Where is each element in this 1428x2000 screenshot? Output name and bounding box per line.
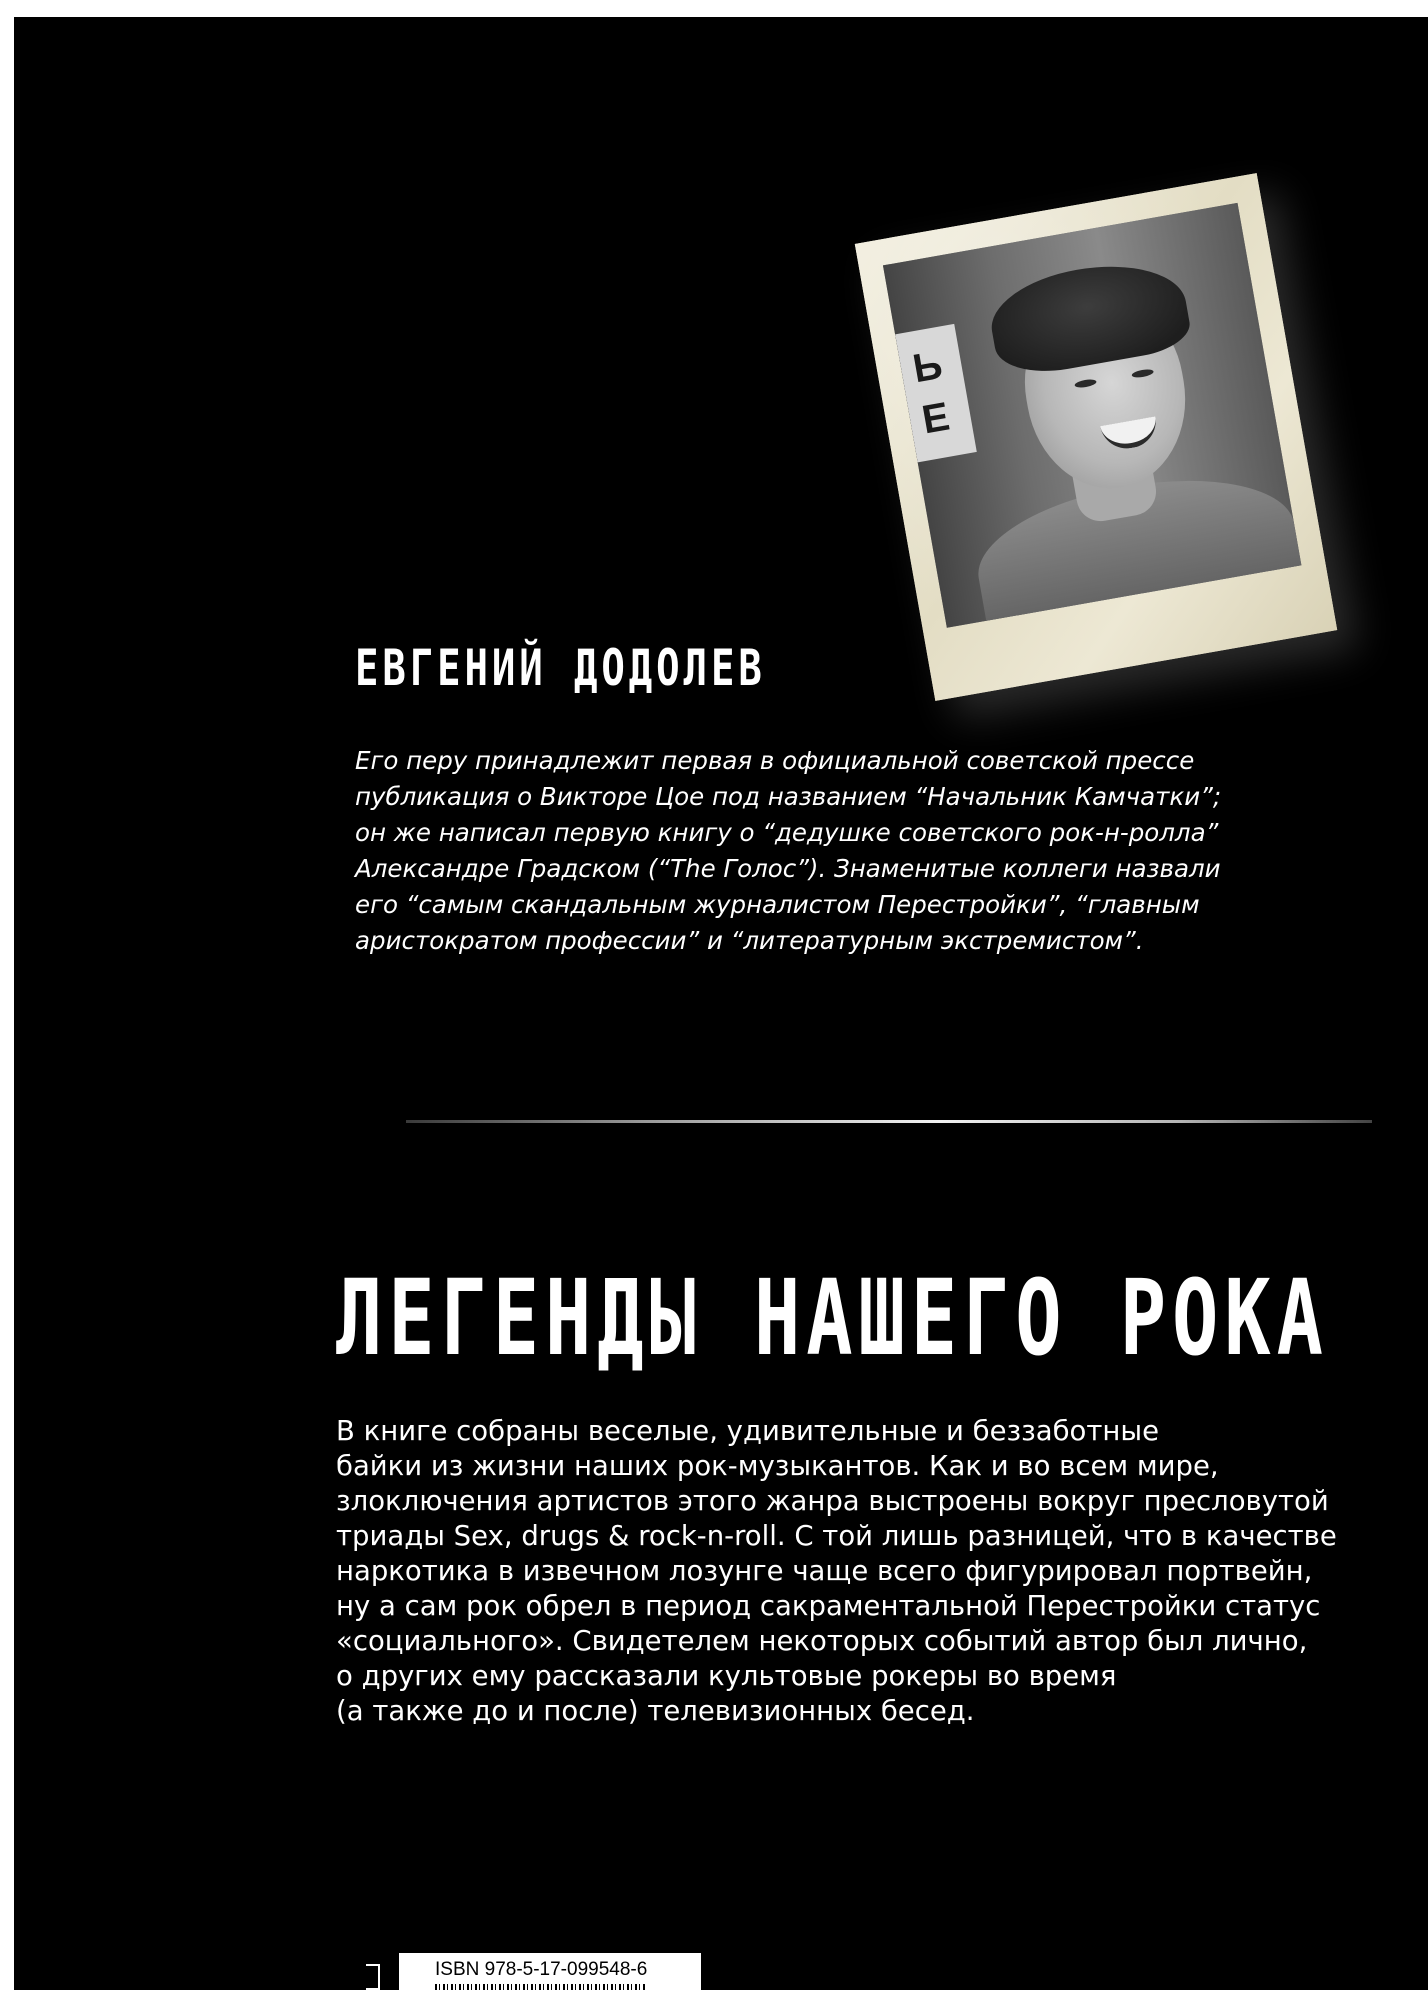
section-divider (406, 1120, 1372, 1123)
book-description-line: ну а сам рок обрел в период сакраментальной Перестройки статус (336, 1590, 1321, 1622)
isbn-number: ISBN 978-5-17-099548-6 (435, 1959, 648, 1980)
photo-sign-letter: Е (918, 394, 953, 443)
author-bio-line: публикация о Викторе Цое под названием “Начальник Камчатки”; (355, 782, 1222, 811)
book-description-line: триады Sex, drugs & rock-n-roll. С той лишь разницей, что в качестве (336, 1520, 1337, 1552)
book-description-line: В книге собраны веселые, удивительные и беззаботные (336, 1415, 1159, 1447)
isbn-barcode-box (399, 1953, 701, 1990)
book-description-line: наркотика в извечном лозунге чаще всего фигурировал портвейн, (336, 1555, 1313, 1587)
photo-sign-letter: Ь (909, 343, 946, 392)
book-description-line: о других ему рассказали культовые рокеры во время (336, 1660, 1117, 1692)
book-description (336, 1414, 1426, 1729)
author-name: ЕВГЕНИЙ ДОДОЛЕВ (355, 639, 766, 697)
book-title: ЛЕГЕНДЫ НАШЕГО РОКА (336, 1257, 1329, 1379)
author-bio (355, 743, 1255, 959)
barcode-bars (435, 1984, 645, 1990)
book-description-line: злоключения артистов этого жанра выстроены вокруг пресловутой (336, 1485, 1329, 1517)
book-back-cover (14, 17, 1428, 1990)
author-bio-line: он же написал первую книгу о “дедушке советского рок-н-ролла” (355, 818, 1219, 847)
book-description-line: (а также до и после) телевизионных бесед. (336, 1695, 975, 1727)
book-description-line: байки из жизни наших рок-музыкантов. Как и во всем мире, (336, 1450, 1219, 1482)
age-rating-mark (366, 1964, 380, 1990)
author-polaroid-photo (855, 173, 1337, 701)
author-photo (883, 203, 1301, 628)
photo-background-sign (895, 324, 977, 462)
book-description-line: «социального». Свидетелем некоторых событий автор был лично, (336, 1625, 1308, 1657)
author-bio-line: Александре Градском (“The Голос”). Знаменитые коллеги назвали (355, 854, 1221, 883)
author-bio-line: аристократом профессии” и “литературным экстремистом”. (355, 926, 1144, 955)
author-bio-line: его “самым скандальным журналистом Перестройки”, “главным (355, 890, 1200, 919)
author-bio-line: Его перу принадлежит первая в официальной советской прессе (355, 746, 1195, 775)
